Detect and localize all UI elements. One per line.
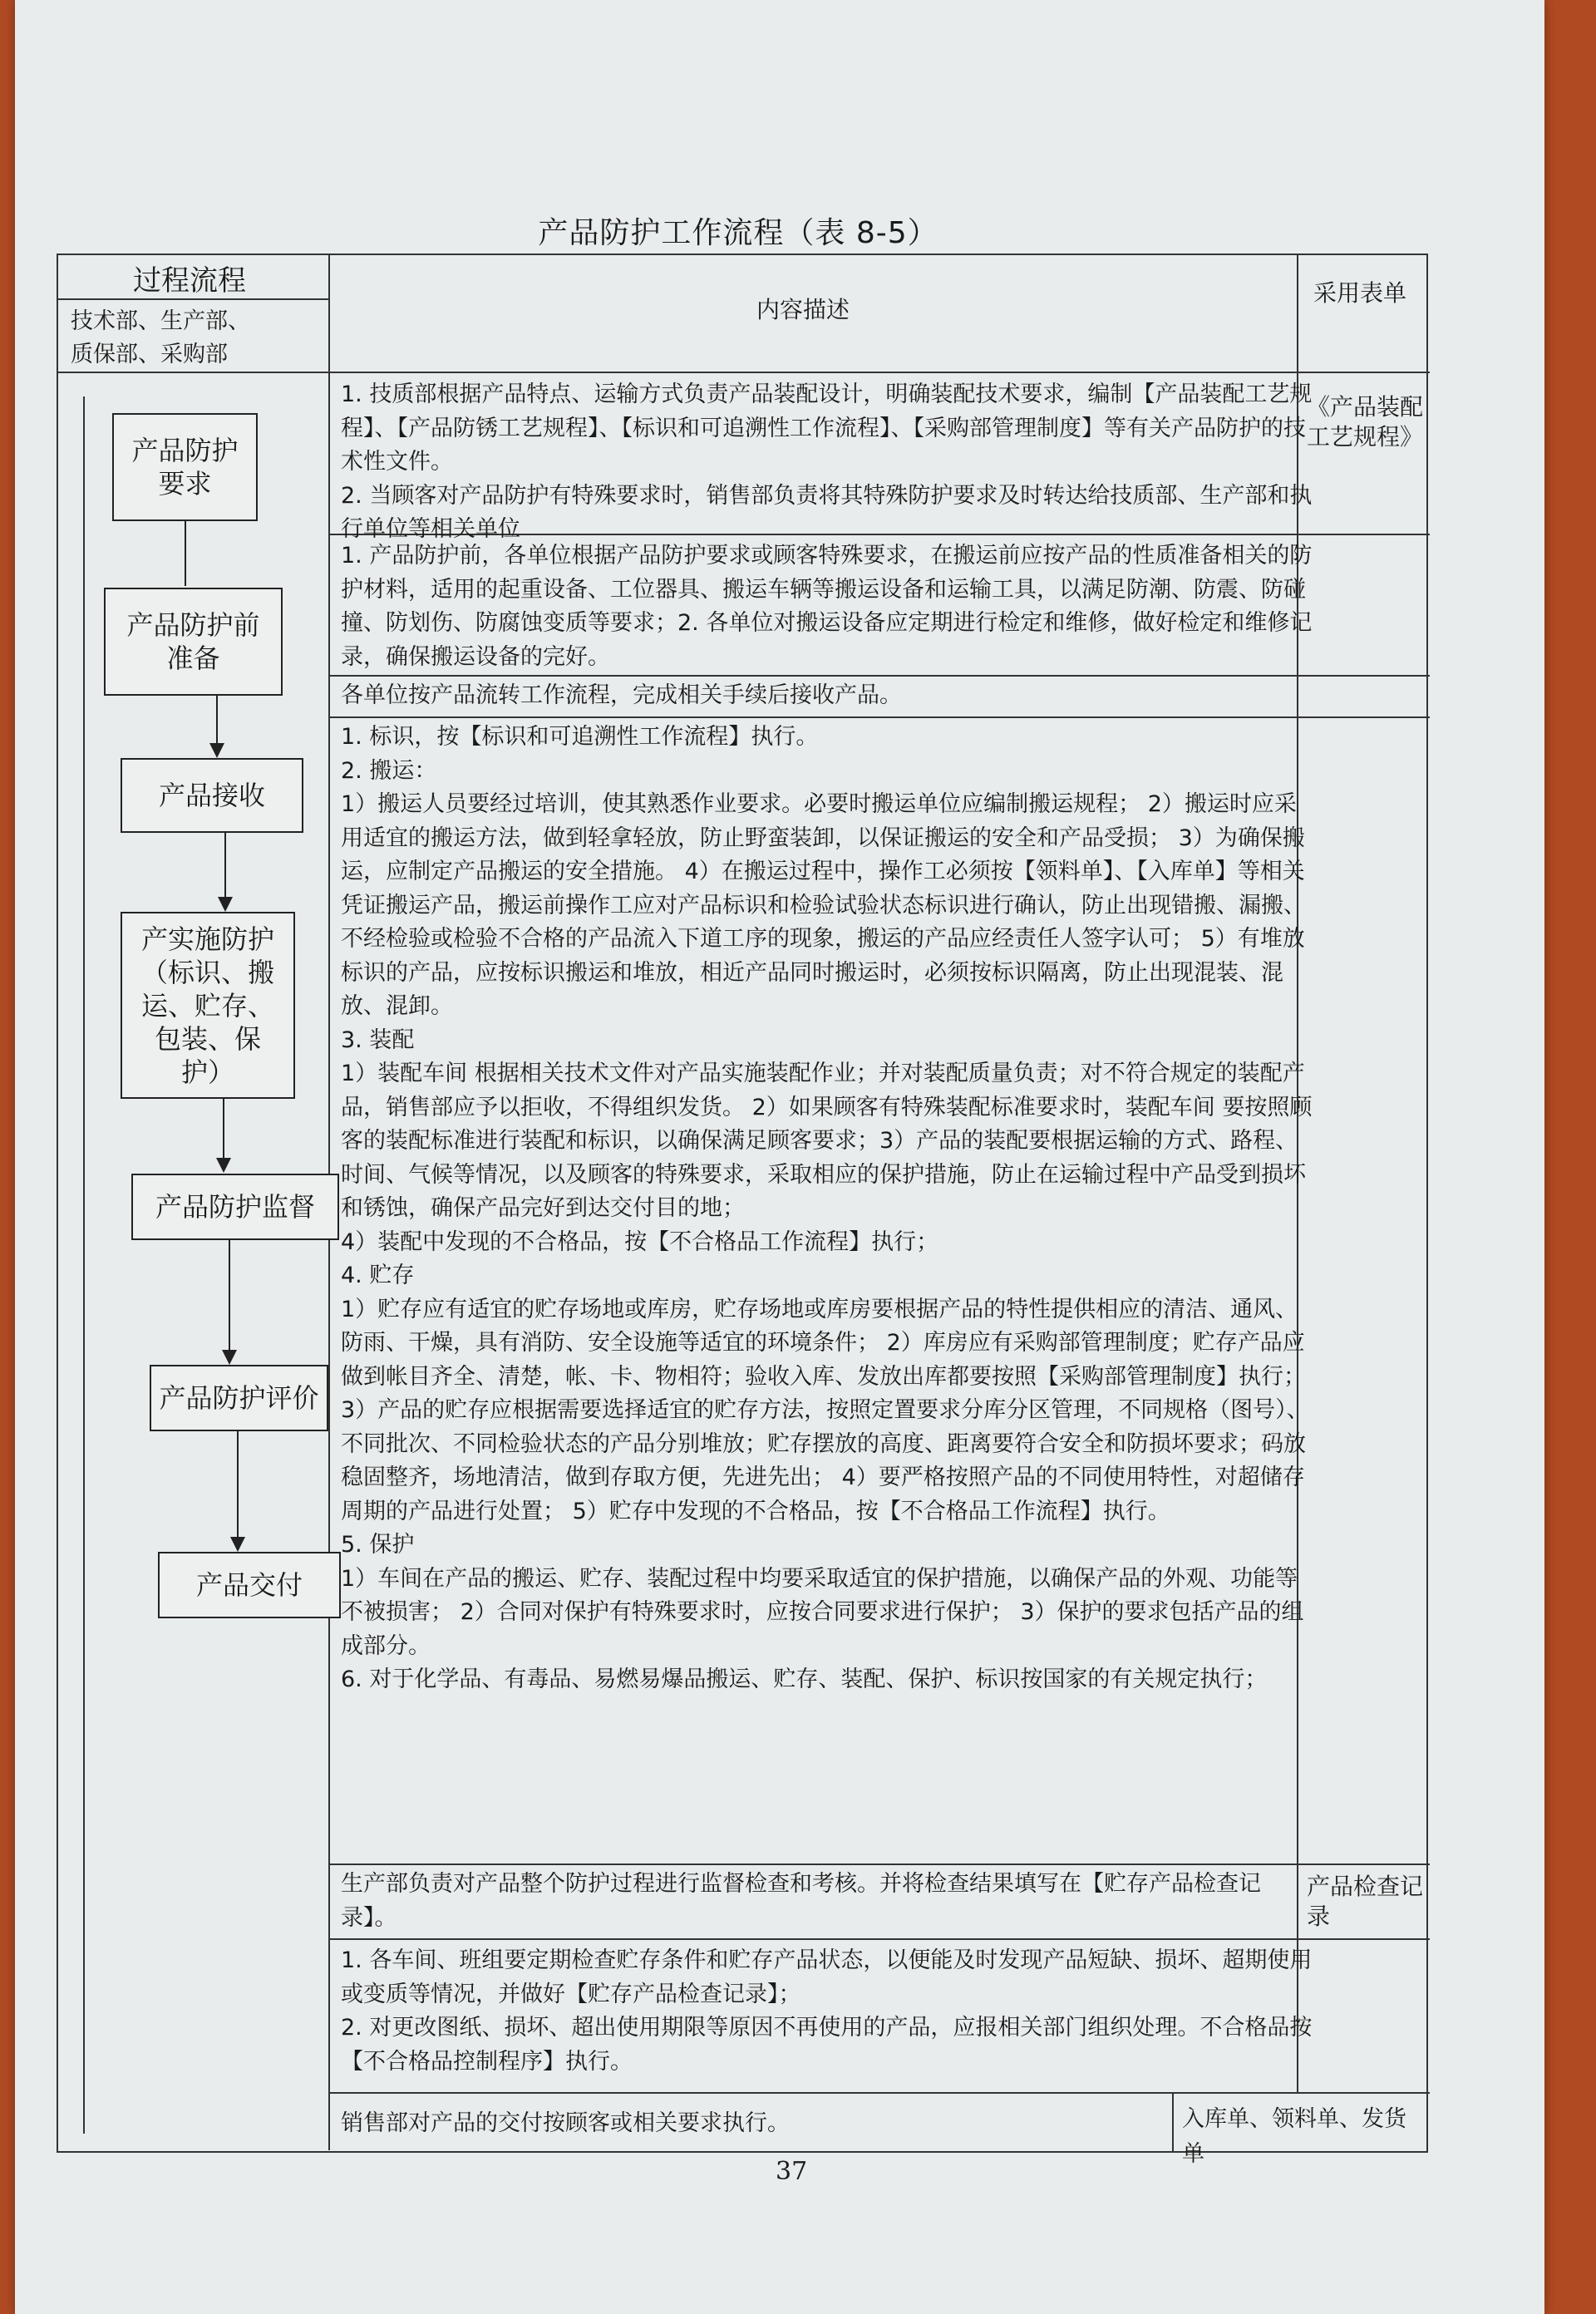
flow-arrow xyxy=(216,696,218,744)
header-content: 内容描述 xyxy=(756,296,850,323)
divider xyxy=(328,675,1430,677)
arrow-head-icon xyxy=(218,897,233,912)
paper-page xyxy=(15,0,1544,2314)
header-flow: 过程流程 xyxy=(133,264,246,298)
row-1-content: 1. 技质部根据产品特点、运输方式负责产品装配设计，明确装配技术要求，编制【产品装配工艺规程】、【产品防锈工艺规程】、【标识和可追溯性工作流程】、【采购部管理制度】等有关产品防护的技术性文件。 2. 当顾客对产品防护有特殊要求时，销售部负责将其特殊防护要求及时转达给技质部、生产部和执行单位等相关单位 xyxy=(341,382,1313,542)
row-5-form: 产品检查记录 xyxy=(1307,1873,1424,1930)
arrow-head-icon xyxy=(230,1537,245,1552)
row-6-content: 1. 各车间、班组要定期检查贮存条件和贮存产品状态，以便能及时发现产品短缺、损坏、超期使用或变质等情况，并做好【贮存产品检查记录】； 2. 对更改图纸、损坏、超出使用期限等原因不再使用的产品，应报相关部门组织处理。不合格品按【不合格品控制程序】执行。 xyxy=(341,1947,1313,2075)
row-7-form: 入库单、领料单、发货单 xyxy=(1182,2106,1406,2167)
flow-step-preparation: 产品防护前 准备 xyxy=(104,588,283,696)
flow-arrow xyxy=(237,1431,239,1538)
header-departments: 技术部、生产部、 质保部、采购部 xyxy=(71,308,250,367)
divider xyxy=(83,396,85,2134)
flow-arrow xyxy=(185,521,186,586)
arrow-head-icon xyxy=(222,1350,237,1365)
divider xyxy=(58,372,1430,373)
row-3-content: 各单位按产品流转工作流程，完成相关手续后接收产品。 xyxy=(341,682,902,708)
row-2-content: 1. 产品防护前，各单位根据产品防护要求或顾客特殊要求，在搬运前应按产品的性质准备相关的防护材料，适用的起重设备、工位器具、搬运车辆等搬运设备和运输工具，以满足防潮、防震、防碰撞、防划伤、防腐蚀变质等要求；2. 各单位对搬运设备应定期进行检定和维修，做好检定和维修记录，确保搬运设备的完好。 xyxy=(341,543,1313,670)
divider xyxy=(328,2092,1430,2094)
divider xyxy=(328,1938,1430,1940)
flow-step-supervision: 产品防护监督 xyxy=(131,1174,339,1240)
flow-arrow xyxy=(224,833,226,898)
flow-step-requirements: 产品防护 要求 xyxy=(112,413,258,521)
flow-step-implementation: 产实施防护 （标识、搬 运、贮存、 包装、保 护） xyxy=(121,912,295,1099)
arrow-head-icon xyxy=(216,1158,231,1173)
divider xyxy=(328,716,1430,718)
divider xyxy=(328,1864,1430,1865)
flow-arrow xyxy=(229,1240,230,1351)
flow-step-receipt: 产品接收 xyxy=(121,758,303,833)
page-number: 37 xyxy=(776,2157,808,2186)
row-7-content: 销售部对产品的交付按顾客或相关要求执行。 xyxy=(341,2110,790,2136)
row-1-form: 《产品装配工艺规程》 xyxy=(1307,393,1424,450)
flow-step-delivery: 产品交付 xyxy=(158,1552,341,1618)
divider xyxy=(58,298,328,300)
page-title: 产品防护工作流程（表 8-5） xyxy=(538,216,938,250)
header-forms: 采用表单 xyxy=(1313,279,1407,307)
flow-step-evaluation: 产品防护评价 xyxy=(150,1365,328,1431)
row-5-content: 生产部负责对产品整个防护过程进行监督检查和考核。并将检查结果填写在【贮存产品检查记录】。 xyxy=(341,1871,1261,1931)
flow-arrow xyxy=(223,1099,224,1159)
arrow-head-icon xyxy=(209,743,224,758)
row-4-content: 1. 标识，按【标识和可追溯性工作流程】执行。 2. 搬运： 1）搬运人员要经过培训，使其熟悉作业要求。必要时搬运单位应编制搬运规程； 2）搬运时应采用适宜的搬运方法，做到轻拿轻放，防止野蛮装卸，以保证搬运的安全和产品受损； 3）为确保搬运，应制定产品搬运的安全措施。 4）在搬运过程中，操作工必须按【领料单】、【入库单】等相关凭证搬运产品，搬运前操作工应对产品标识和检验试验状态标识进行确认，防止出现错搬、漏搬、不经检验或检验不合格的产品流入下道工序的现象，搬运的产品应经责任人签字认可； 5）有堆放标识的产品，应按标识搬运和堆放，相近产品同时搬运时，必须按标识隔离，防止出现混装、混放、混卸。 3. 装配 1）装配车间 根据相关技术文件对产品实施装配作业；并对装配质量负责；对不符合规定的装配产品，销售部应予以拒收，不得组织发货。 2）如果顾客有特殊装配标准要求时，装配车间 要按照顾客的装配标准进行装配和标识，以确保满足顾客要求；3）产品的装配要根据运输的方式、路程、时间、气候等情况，以及顾客的特殊要求，采取相应的保护措施，防止在运输过程中产品受到损坏和锈蚀，确保产品完好到达交付目的地； 4）装配中发现的不合格品，按【不合格品工作流程】执行； 4. 贮存 1）贮存应有适宜的贮存场地或库房，贮存场地或库房要根据产品的特性提供相应的清洁、通风、防雨、干燥，具有消防、安全设施等适宜的环境条件； 2）库房应有采购部管理制度；贮存产品应做到帐目齐全、清楚，帐、卡、物相符；验收入库、发放出库都要按照【采购部管理制度】执行； 3）产品的贮存应根据需要选择适宜的贮存方法，按照定置要求分库分区管理，不同规格（图号）、不同批次、不同检验状态的产品分别堆放；贮存摆放的高度、距离要符合安全和防损坏要求；码放稳固整齐，场地清洁，做到存取方便，先进先出； 4）要严格按照产品的不同使用特性，对超储存周期的产品进行处置； 5）贮存中发现的不合格品，按【不合格品工作流程】执行。 5. 保护 1）车间在产品的搬运、贮存、装配过程中均要采取适宜的保护措施，以确保产品的外观、功能等不被损害； 2）合同对保护有特殊要求时，应按合同要求进行保护； 3）保护的要求包括产品的组成部分。 6. 对于化学品、有毒品、易燃易爆品搬运、贮存、装配、保护、标识按国家的有关规定执行； xyxy=(341,724,1313,1692)
process-table xyxy=(57,254,1428,2167)
